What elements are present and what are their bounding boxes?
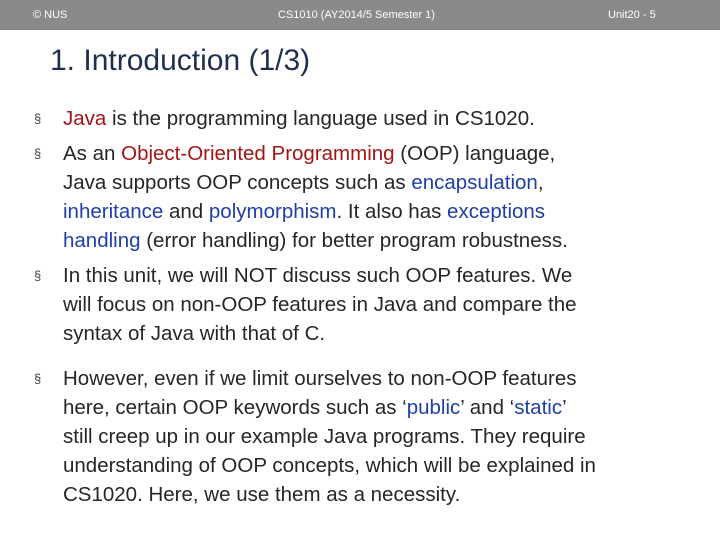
text-segment: (OOP) language, [394, 142, 556, 165]
bullet-line: In this unit, we will NOT discuss such OOP features. We [63, 264, 573, 287]
text-segment: As an [63, 142, 122, 165]
bullet-marker-icon: § [34, 371, 42, 386]
text-segment: here, certain OOP keywords such as ‘ [63, 396, 407, 419]
bullet-marker-icon: § [34, 111, 42, 126]
bullet-line [63, 197, 698, 226]
unit-page-label: Unit20 - 5 [608, 9, 656, 21]
copyright-label: © NUS [33, 9, 68, 21]
keyword-encapsulation: encapsulation [411, 171, 538, 194]
text-segment: , [537, 171, 544, 194]
bullet-line [63, 104, 698, 133]
bullet-item [34, 139, 698, 255]
keyword-polymorphism: polymorphism [208, 200, 337, 223]
bullet-item [34, 364, 698, 509]
bullet-line [63, 139, 698, 168]
bullet-line: still creep up in our example Java programs. They require [63, 425, 586, 448]
keyword-static: static [514, 396, 563, 419]
keyword-exceptions: exceptions [447, 200, 546, 223]
keyword-java: Java [63, 107, 107, 130]
bullet-marker-icon: § [34, 268, 42, 283]
keyword-handling: handling [63, 229, 141, 252]
bullet-item [34, 104, 698, 133]
text-segment: ’ and ‘ [460, 396, 515, 419]
text-segment: and [163, 200, 209, 223]
text-segment: . It also has [336, 200, 448, 223]
bullet-item [34, 261, 698, 348]
bullet-line [63, 168, 698, 197]
keyword-public: public [406, 396, 461, 419]
text-segment: is the programming language used in CS1020. [106, 107, 535, 130]
text-segment: ’ [562, 396, 567, 419]
bullet-line: syntax of Java with that of C. [63, 322, 326, 345]
bullet-line: However, even if we limit ourselves to non-OOP features [63, 367, 577, 390]
bullet-marker-icon: § [34, 146, 42, 161]
bullet-line [63, 226, 698, 255]
bullet-line: will focus on non-OOP features in Java and compare the [63, 293, 577, 316]
slide-title: 1. Introduction (1/3) [50, 44, 311, 77]
keyword-oop: Object-Oriented Programming [121, 142, 395, 165]
course-label: CS1010 (AY2014/5 Semester 1) [278, 9, 435, 21]
keyword-inheritance: inheritance [63, 200, 164, 223]
slide-header-bar [0, 0, 720, 30]
bullet-line: CS1020. Here, we use them as a necessity. [63, 483, 461, 506]
bullet-line: understanding of OOP concepts, which will be explained in [63, 454, 596, 477]
text-segment: Java supports OOP concepts such as [63, 171, 412, 194]
bullet-line [63, 393, 698, 422]
text-segment: (error handling) for better program robustness. [140, 229, 568, 252]
bullet-list [34, 104, 698, 509]
